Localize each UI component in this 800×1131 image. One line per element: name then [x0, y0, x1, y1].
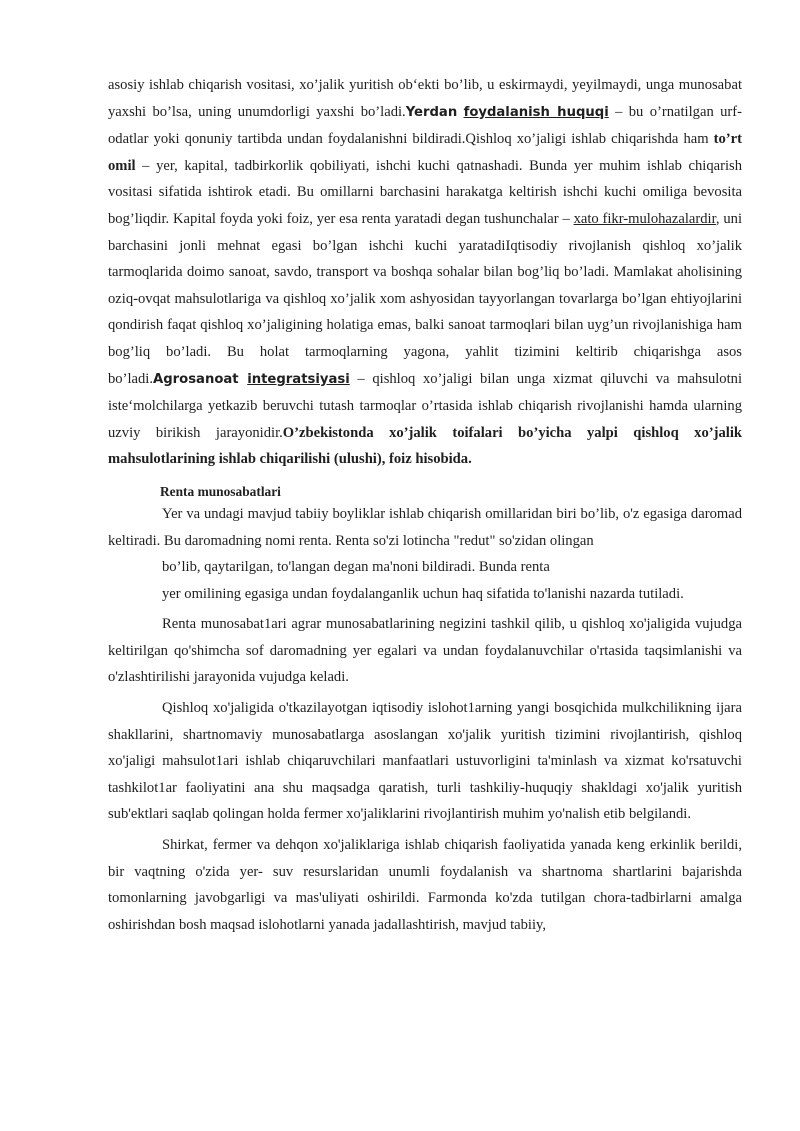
bold-statement: O’zbekistonda xo’jalik toifalari bo’yicha yalpi qishloq xo’jalik mahsulotlarining ishlab chiqarilishi (ulushi), foiz hisobida. — [108, 424, 743, 468]
section-heading: Renta munosabatlari — [160, 483, 281, 499]
paragraph-renta-3: yer omilining egasiga undan foydalanganlik uchun haq sifatida to'lanishi nazarda tutiladi. — [162, 585, 684, 602]
bold-underlined-term: foydalanish huquqi — [463, 104, 609, 120]
bold-term: Agrosanoat — [153, 371, 248, 387]
bold-term: Yerdan — [405, 104, 458, 120]
text-run: – bu o’rnatilgan urf-odatlar yoki qonuniy tartibda undan foydalanishni bildiradi.Qishloq xo’jaligi ishlab chiqarishda ham — [108, 103, 742, 148]
paragraph-renta-1: Yer va undagi mavjud tabiiy boyliklar ishlab chiqarish omillaridan biri bo’lib, o'z egasiga daromad keltiradi. Bu daromadning nomi renta. Renta so'zi lotincha "redut" so'zidan olingan — [108, 505, 742, 549]
paragraph-renta-2: bo’lib, qaytarilgan, to'langan degan ma'noni bildiradi. Bunda renta — [162, 559, 550, 576]
bold-term: to’rt omil — [108, 131, 742, 174]
document-page — [108, 72, 742, 938]
text-run: asosiy ishlab chiqarish vositasi, xo’jalik yuritish ob‘ekti bo’lib, u eskirmaydi, yeyilmaydi, unga munosabat yaxshi bo’lsa, uning unumdorligi yaxshi bo’ladi. — [108, 77, 742, 120]
underlined-term: xato fikr-mulohazalardir — [573, 210, 716, 227]
paragraph-reforms: Qishloq xo'jaligida o'tkazilayotgan iqtisodiy islohot1arning yangi bosqichida mulkchilikning ijara shakllarini, shartnomaviy munosabatlarga asoslangan xo'jalik yuritish tizimini rivojlantirish, qishloq xo'jaligi mahsulot1ari ishlab chiqaruvchilari manfaatlari ustuvorligini ta'minlash va xizmat ko'rsatuvchi tashkilot1ar faoliyatini ana shu maqsadga qaratish, turli tashkiliy-huquqiy shakldagi xo'jalik yuritish sub'ektlari saqlab qolingan holda fermer xo'jaliklarini rivojlantirish muhim yo'nalish etib belgilandi. — [108, 700, 742, 823]
text-run: – qishloq xo’jaligi bilan unga xizmat qiluvchi va mahsulotni iste‘molchilarga yetkazib beruvchi tutash tarmoqlar o’rtasida ishlab chiqarish rivojlanishi hamda ularning uzviy birikish jarayonidir. — [108, 370, 743, 441]
paragraph-intro — [108, 72, 742, 473]
text-run: – yer, kapital, tadbirkorlik qobiliyati, ishchi kuchi qatnashadi. Bunda yer muhim ishlab chiqarish vositasi sifatida ishtirok etadi. Bu omillarni barchasini harakatga keltirish ishchi kuchi omiliga bevosita bog’liqdir. Kapital foyda yoki foiz, yer esa renta yaratadi degan tushunchalar – — [108, 157, 742, 227]
paragraph-renta-relations: Renta munosabat1ari agrar munosabatlarining negizini tashkil qilib, u qishloq xo'jaligida vujudga keltirilgan qo'shimcha sof daromadning yer egalari va undan foydalanuvchilar o'rtasida taqsimlanishi va o'zlashtirilishi jarayonida vujudga keladi. — [108, 616, 742, 686]
paragraph-farms: Shirkat, fermer va dehqon xo'jaliklariga ishlab chiqarish faoliyatida yanada keng erkinlik berildi, bir vaqtning o'zida yer- suv resurslaridan unumli foydalanish va shartnoma shartlarini bajarishda tomonlarning javobgarligi va mas'uliyati oshirildi. Farmonda ko'zda tutilgan chora-tadbirlarni amalga oshirishdan bosh maqsad islohotlarni yanada jadallashtirish, mavjud tabiiy, — [108, 837, 742, 933]
text-run: , uni barchasini jonli mehnat egasi bo’lgan ishchi kuchi yaratadiIqtisodiy rivojlanish qishloq xo’jalik tarmoqlarida doimo sanoat, savdo, transport va boshqa sohalar bilan bog’liq bo’ladi. Mamlakat aholisining oziq-ovqat mahsulotlariga va qishloq xo’jalik xom ashyosidan tayyorlangan tovarlarga bo’lgan ehtiyojlarini qondirish faqat qishloq xo’jaligining holatiga emas, balki sanoat tarmoqlari bilan uyg’un rivojlanishiga ham bog’liq bo’ladi. Bu holat tarmoqlarning yagona, yahlit tizimini keltirib chiqarishga asos bo’ladi. — [108, 210, 742, 387]
bold-underlined-term: integratsiyasi — [247, 371, 350, 387]
